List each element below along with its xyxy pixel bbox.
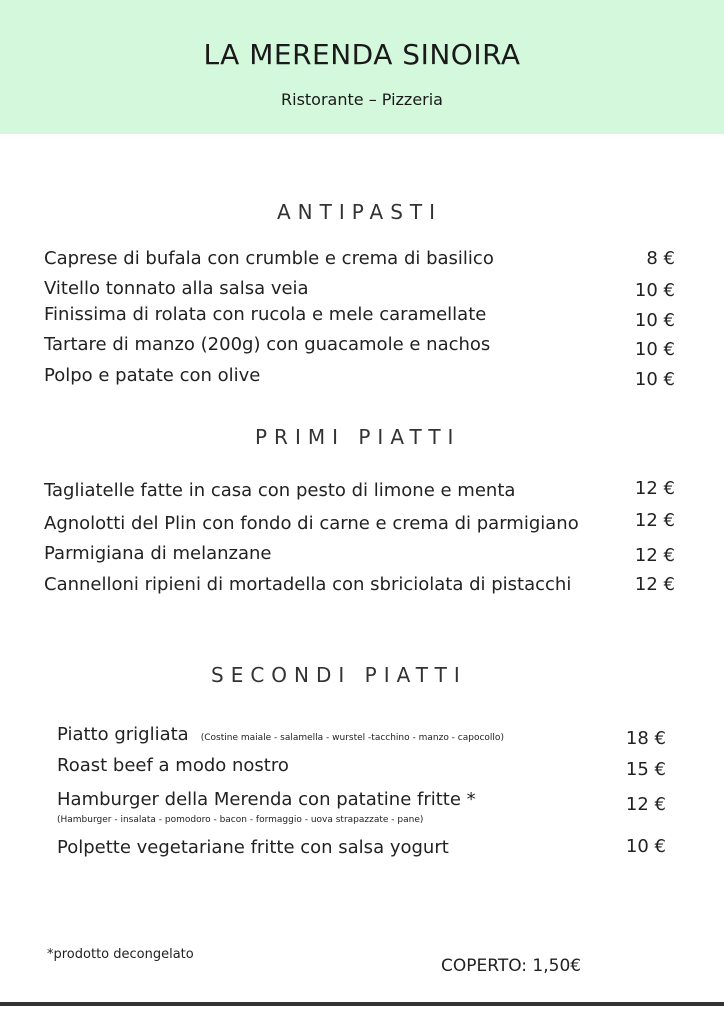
menu-item-name: Polpette vegetariane fritte con salsa yogurt xyxy=(57,837,449,858)
menu-item-price: 10 € xyxy=(634,310,675,331)
menu-item-price: 10 € xyxy=(625,836,666,857)
menu-item-price: 12 € xyxy=(634,574,675,595)
cover-charge: COPERTO: 1,50€ xyxy=(441,956,582,976)
menu-item-name xyxy=(57,724,504,745)
menu-item-price: 10 € xyxy=(634,339,675,360)
menu-item-name: Vitello tonnato alla salsa veia xyxy=(44,278,309,299)
section-title-primi: PRIMI PIATTI xyxy=(255,425,461,449)
menu-item-name: Caprese di bufala con crumble e crema di basilico xyxy=(44,248,494,269)
section-title-secondi: SECONDI PIATTI xyxy=(211,663,467,687)
menu-item-name: Finissima di rolata con rucola e mele caramellate xyxy=(44,304,487,325)
menu-item-price: 18 € xyxy=(625,728,666,749)
menu-item-price: 8 € xyxy=(646,248,675,269)
menu-item-name: Cannelloni ripieni di mortadella con sbriciolata di pistacchi xyxy=(44,574,572,595)
menu-item-price: 10 € xyxy=(634,280,675,301)
menu-item-price: 12 € xyxy=(634,510,675,531)
restaurant-title: LA MERENDA SINOIRA xyxy=(203,38,521,71)
restaurant-subtitle: Ristorante – Pizzeria xyxy=(281,90,443,109)
menu-item-sub-note: (Hamburger - insalata - pomodoro - bacon - formaggio - uova strapazzate - pane) xyxy=(57,815,424,825)
section-title-antipasti: ANTIPASTI xyxy=(277,200,443,224)
menu-item-price: 12 € xyxy=(634,478,675,499)
menu-item-note: (Costine maiale - salamella - wurstel -tacchino - manzo - capocollo) xyxy=(200,733,504,743)
menu-item-price: 12 € xyxy=(625,794,666,815)
menu-item-name: Agnolotti del Plin con fondo di carne e crema di parmigiano xyxy=(44,513,579,534)
menu-item-name-text: Piatto grigliata xyxy=(57,724,189,745)
bottom-divider xyxy=(0,1002,724,1006)
menu-item-name: Tagliatelle fatte in casa con pesto di limone e menta xyxy=(44,480,516,501)
menu-item-price: 12 € xyxy=(634,545,675,566)
menu-item-name: Polpo e patate con olive xyxy=(44,365,261,386)
menu-item-name: Parmigiana di melanzane xyxy=(44,543,272,564)
header-banner xyxy=(0,0,724,134)
menu-item-name: Tartare di manzo (200g) con guacamole e nachos xyxy=(44,334,491,355)
menu-item-name: Roast beef a modo nostro xyxy=(57,755,289,776)
menu-item-name: Hamburger della Merenda con patatine fritte * xyxy=(57,789,476,810)
frozen-product-footnote: *prodotto decongelato xyxy=(47,947,194,962)
menu-item-price: 10 € xyxy=(634,369,675,390)
menu-item-price: 15 € xyxy=(625,759,666,780)
